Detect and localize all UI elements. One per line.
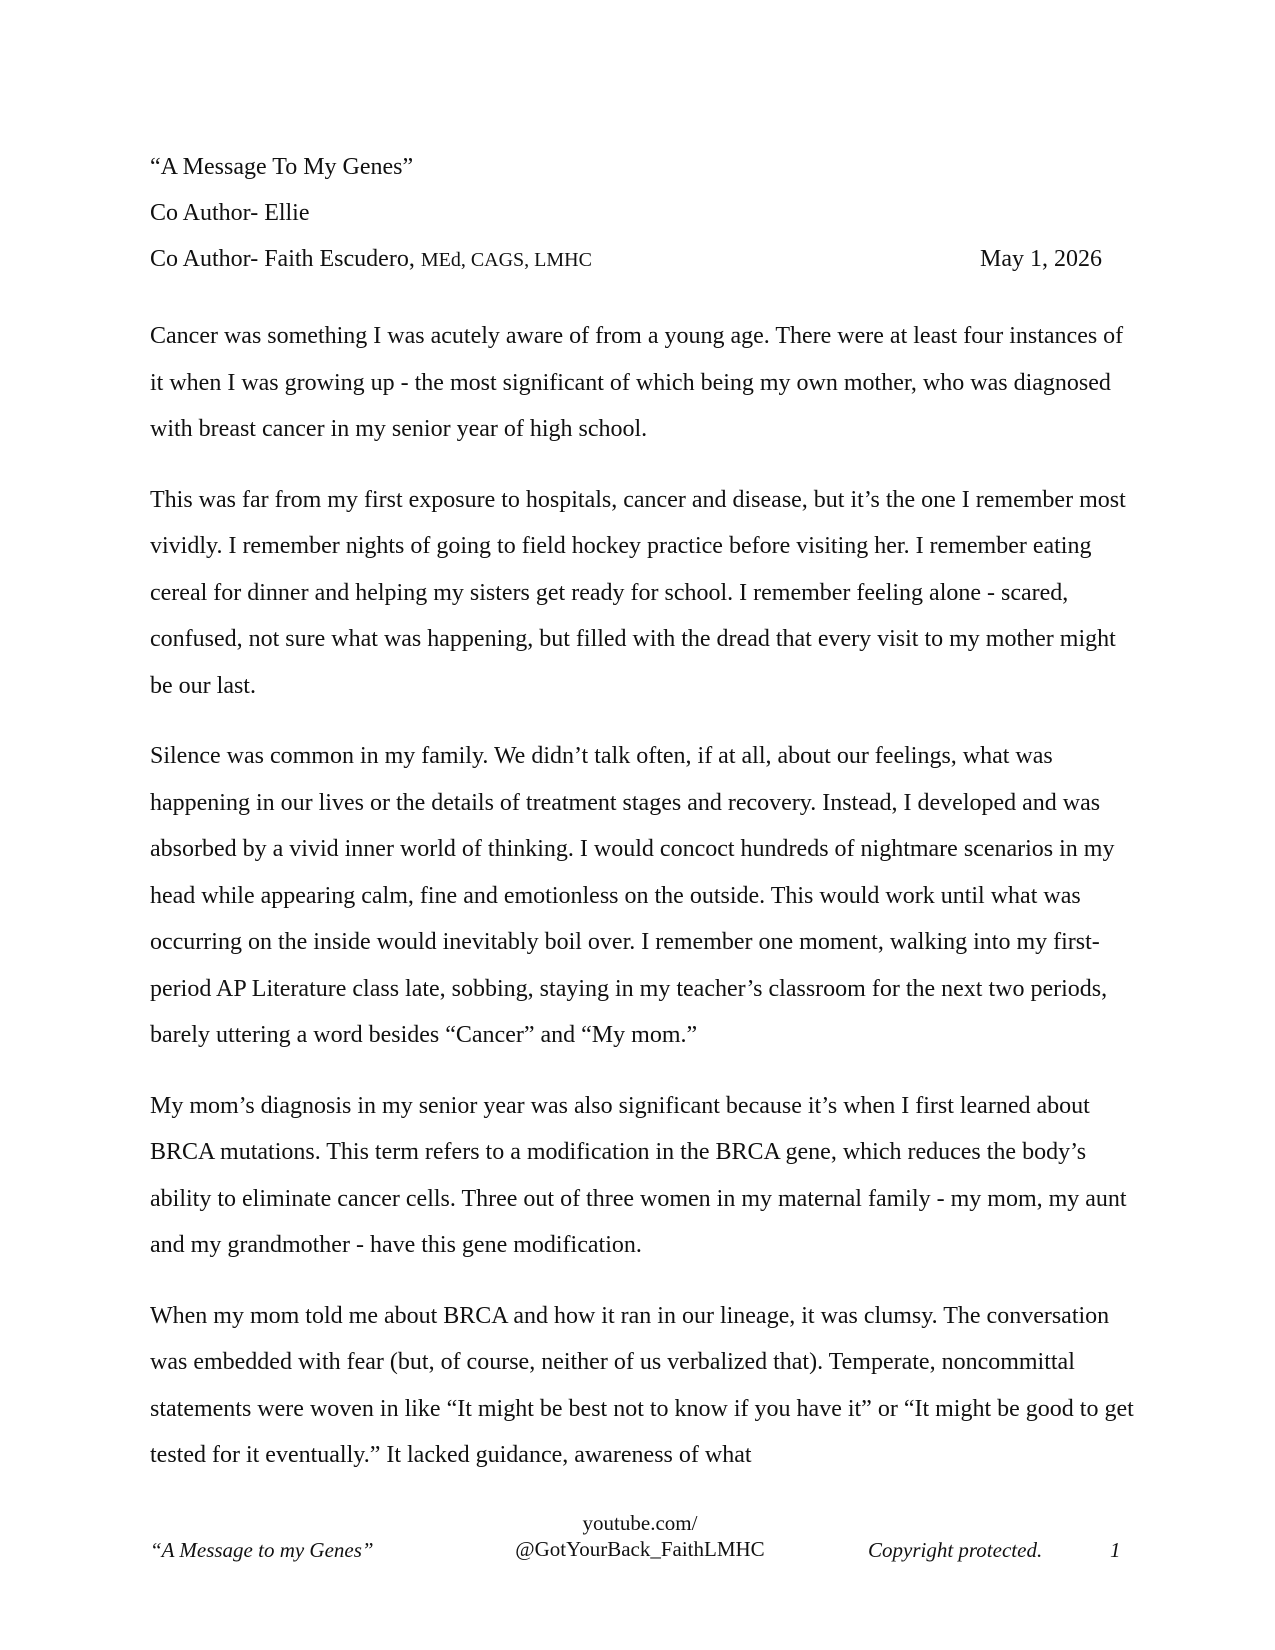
- document-body: [150, 313, 1135, 1503]
- coauthor-faith-credentials: MEd, CAGS, LMHC: [420, 249, 592, 271]
- paragraph-5: When my mom told me about BRCA and how it ran in our lineage, it was clumsy. The conversation was embedded with fear (but, of course, neither of us verbalized that). Temperate, noncommittal statements were woven in like “It might be best not to know if you have it” or “It might be good to get tested for it eventually.” It lacked guidance, awareness of what: [150, 1302, 1134, 1468]
- coauthor-faith: [150, 242, 1110, 288]
- document-date: May 1, 2026: [980, 246, 1102, 272]
- page-number: 1: [1110, 1538, 1121, 1562]
- coauthor-ellie: Co Author- Ellie: [150, 200, 310, 226]
- footer-channel: [480, 1510, 800, 1562]
- document-title: “A Message To My Genes”: [150, 154, 414, 180]
- footer-copyright: Copyright protected.: [868, 1538, 1043, 1562]
- paragraph-2: This was far from my first exposure to hospitals, cancer and disease, but it’s the one I remember most vividly. I remember nights of going to field hockey practice before visiting her. I remember eating cereal for dinner and helping my sisters get ready for school. I remember feeling alone - scared, confused, not sure what was happening, but filled with the dread that every visit to my mother might be our last.: [150, 486, 1126, 699]
- coauthor-faith-name: Co Author- Faith Escudero,: [150, 246, 421, 272]
- document-footer: [150, 1510, 1130, 1570]
- document-header: [150, 150, 1110, 288]
- footer-title: “A Message to my Genes”: [150, 1538, 374, 1562]
- footer-channel-line1: youtube.com/: [582, 1511, 698, 1535]
- footer-channel-line2: @GotYourBack_FaithLMHC: [515, 1537, 765, 1561]
- paragraph-3: Silence was common in my family. We didn’t talk often, if at all, about our feelings, what was happening in our lives or the details of treatment stages and recovery. Instead, I developed and was absorbed by a vivid inner world of thinking. I would concoct hundreds of nightmare scenarios in my head while appearing calm, fine and emotionless on the outside. This would work until what was occurring on the inside would inevitably boil over. I remember one moment, walking into my first-period AP Literature class late, sobbing, staying in my teacher’s classroom for the next two periods, barely uttering a word besides “Cancer” and “My mom.”: [150, 743, 1115, 1048]
- paragraph-4: My mom’s diagnosis in my senior year was also significant because it’s when I first learned about BRCA mutations. This term refers to a modification in the BRCA gene, which reduces the body’s ability to eliminate cancer cells. Three out of three women in my maternal family - my mom, my aunt and my grandmother - have this gene modification.: [150, 1092, 1127, 1258]
- paragraph-1: Cancer was something I was acutely aware of from a young age. There were at least four instances of it when I was growing up - the most significant of which being my own mother, who was diagnosed with breast cancer in my senior year of high school.: [150, 323, 1124, 442]
